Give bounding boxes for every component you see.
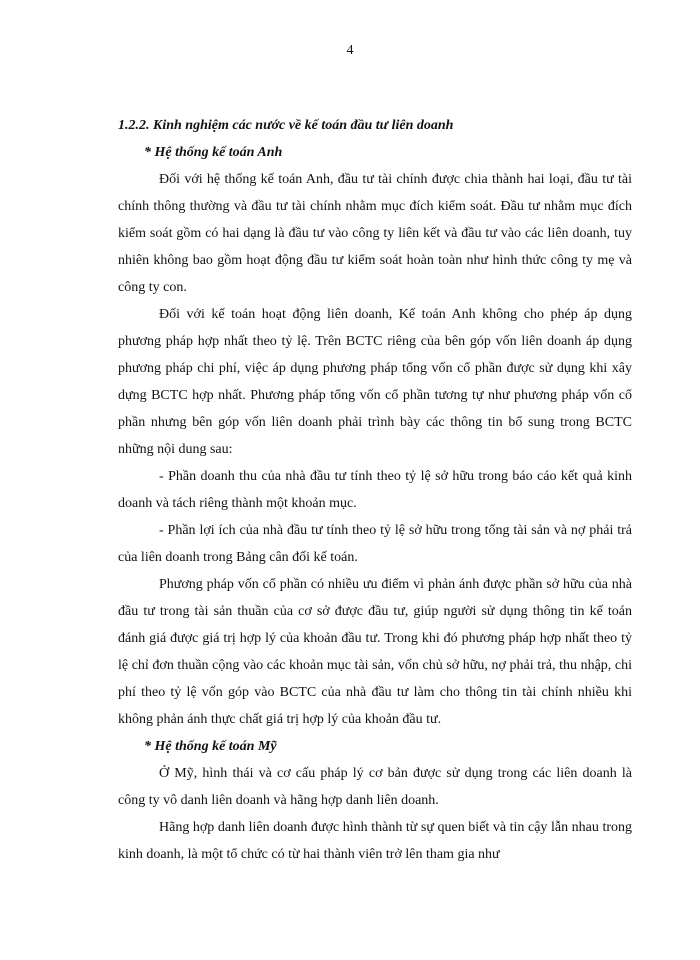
paragraph-4: Ở Mỹ, hình thái và cơ cấu pháp lý cơ bản được sử dụng trong các liên doanh là công ty vô danh liên doanh và hãng hợp danh liên doanh. (118, 766, 632, 808)
subheading-us-accounting: * Hệ thống kế toán Mỹ (144, 739, 277, 754)
page-number: 4 (346, 43, 354, 58)
paragraph-2: Đối với kế toán hoạt động liên doanh, Kế toán Anh không cho phép áp dụng phương pháp hợp nhất theo tỷ lệ. Trên BCTC riêng của bên góp vốn liên doanh áp dụng phương pháp chi phí, việc áp dụng phương pháp tổng vốn cổ phần được sử dụng khi xây dựng BCTC hợp nhất. Phương pháp tổng vốn cổ phần tương tự như phương pháp vốn cổ phần nhưng bên góp vốn liên doanh phải trình bày các thông tin bổ sung trong BCTC những nội dung sau: (118, 307, 632, 457)
section-heading: 1.2.2. Kinh nghiệm các nước về kế toán đầu tư liên doanh (118, 118, 454, 133)
paragraph-5: Hãng hợp danh liên doanh được hình thành từ sự quen biết và tin cậy lẫn nhau trong kinh doanh, là một tổ chức có từ hai thành viên trở lên tham gia như (118, 820, 632, 862)
bullet-revenue: - Phần doanh thu của nhà đầu tư tính theo tỷ lệ sở hữu trong báo cáo kết quả kinh doanh và tách riêng thành một khoản mục. (118, 469, 632, 511)
bullet-interest: - Phần lợi ích của nhà đầu tư tính theo tỷ lệ sở hữu trong tổng tài sản và nợ phải trả của liên doanh trong Bảng cân đối kế toán. (118, 523, 632, 565)
document-body (118, 112, 632, 868)
subheading-uk-accounting: * Hệ thống kế toán Anh (144, 145, 283, 160)
paragraph-1: Đối với hệ thống kế toán Anh, đầu tư tài chính được chia thành hai loại, đầu tư tài chính thông thường và đầu tư tài chính nhằm mục đích kiểm soát. Đầu tư nhằm mục đích kiểm soát gồm có hai dạng là đầu tư vào công ty liên kết và đầu tư vào các liên doanh, tuy nhiên không bao gồm hoạt động đầu tư kiểm soát hoàn toàn như hình thức công ty mẹ và công ty con. (118, 172, 632, 295)
paragraph-3: Phương pháp vốn cổ phần có nhiều ưu điểm vì phản ánh được phần sở hữu của nhà đầu tư trong tài sản thuần của cơ sở được đầu tư, giúp người sử dụng thông tin kế toán đánh giá được giá trị hợp lý của khoản đầu tư. Trong khi đó phương pháp hợp nhất theo tỷ lệ chỉ đơn thuần cộng vào các khoản mục tài sản, vốn chủ sở hữu, nợ phải trả, thu nhập, chi phí theo tỷ lệ vốn góp vào BCTC của nhà đầu tư làm cho thông tin tài chính nhiều khi không phản ánh thực chất giá trị hợp lý của khoản đầu tư. (118, 577, 632, 727)
